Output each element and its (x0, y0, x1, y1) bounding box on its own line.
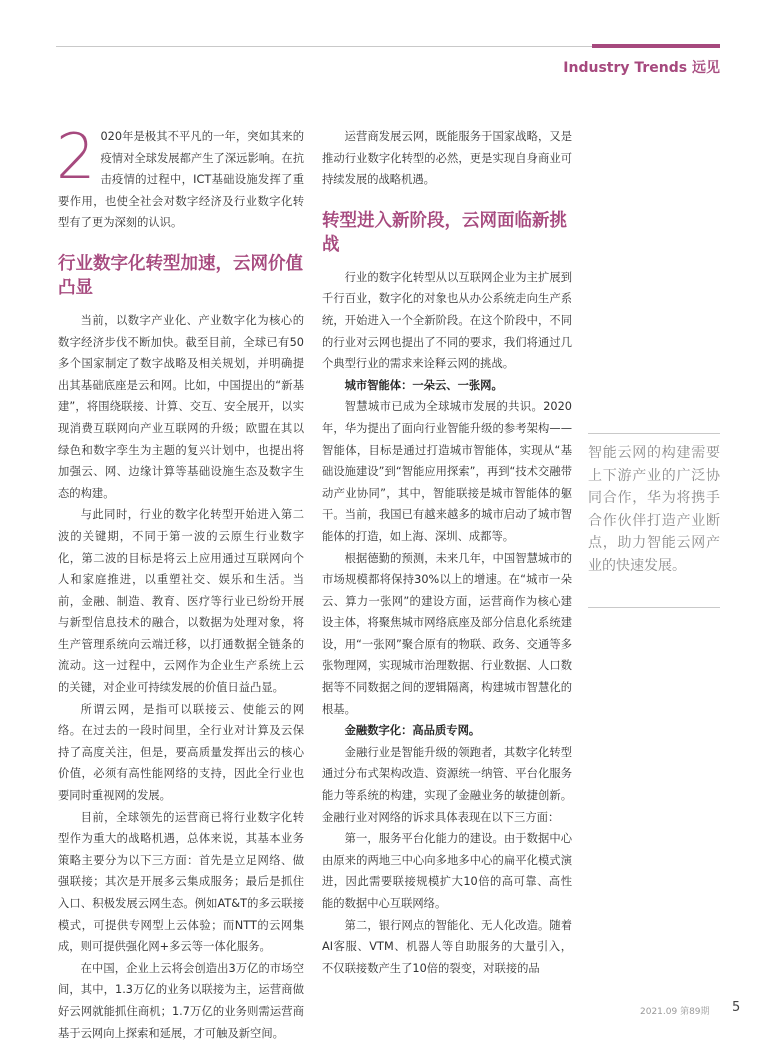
section-label: Industry Trends 远见 (563, 60, 720, 76)
body-paragraph: 与此同时，行业的数字化转型开始进入第二波的关键期，不同于第一波的云原生行业数字化，第二波的目标是将云上应用通过互联网向个人和家庭推进，以重塑社交、娱乐和生活。当前，金融、制造、教育、医疗等行业已纷纷开展与新型信息技术的融合，以数据为处理对象，将生产管理系统向云端迁移，以打通数据全链条的流动。这一过程中，云网作为企业生产系统上云的关键，对企业可持续发展的价值日益凸显。 (58, 508, 304, 695)
intro-text: 020年是极其不平凡的一年，突如其来的疫情对全球发展都产生了深远影响。在抗击疫情的过程中，ICT基础设施发挥了重要作用，也使全社会对数字经济及行业数字化转型有了更为深刻的认识。 (58, 130, 304, 230)
footer-issue: 2021.09 第89期 (640, 1007, 710, 1017)
header-accent-bar (592, 44, 720, 48)
body-paragraph: 在中国，企业上云将会创造出3万亿的市场空间，其中，1.3万亿的业务以联接为主，运营商做好云网就能抓住商机；1.7万亿的业务则需运营商基于云网向上探索和延展，才可触及新空间。 (58, 961, 304, 1040)
body-paragraph: 第二，银行网点的智能化、无人化改造。随着AI客服、VTM、机器人等自助服务的大量引入，不仅联接数产生了10倍的裂变，对联接的品 (322, 918, 572, 975)
pull-quote: 智能云网的构建需要上下游产业的广泛协同合作，华为将携手合作伙伴打造产业断点，助力智能云网产业的快速发展。 (588, 433, 720, 608)
body-paragraph: 金融行业是智能升级的领跑者，其数字化转型通过分布式架构改造、资源统一纳管、平台化服务能力等系统的构建，实现了金融业务的敏捷创新。金融行业对网络的诉求具体表现在以下三方面： (322, 745, 572, 824)
body-paragraph: 根据德勤的预测，未来几年，中国智慧城市的市场规模都将保持30%以上的增速。在“城市一朵云、算力一张网”的建设方面，运营商作为核心建设主体，将聚焦城市网络底座及部分信息化系统建设，用“一张网”聚合原有的物联、政务、交通等多张物理网，实现城市治理数据、行业数据、人口数据等不同数据之间的逻辑隔离，构建城市智慧化的根基。 (322, 551, 572, 716)
body-paragraph: 所谓云网，是指可以联接云、使能云的网络。在过去的一段时间里，全行业对计算及云保持了高度关注，但是，要高质量发挥出云的核心价值，必须有高性能网络的支持，因此全行业也要同时重视网的发展。 (58, 702, 304, 803)
heading-1: 行业数字化转型加速，云网价值凸显 (58, 253, 303, 298)
article-column-middle (322, 126, 572, 979)
page-number: 5 (732, 1000, 741, 1015)
body-paragraph: 行业的数字化转型从以互联网企业为主扩展到千行百业，数字化的对象也从办公系统走向生产系统，开始进入一个全新阶段。在这个阶段中，不同的行业对云网也提出了不同的要求，我们将通过几个典型行业的需求来诠释云网的挑战。 (322, 270, 572, 371)
heading-2: 转型进入新阶段，云网面临新挑战 (322, 210, 567, 255)
subheading-city: 城市智能体：一朵云、一张网。 (344, 378, 503, 392)
body-paragraph: 智慧城市已成为全球城市发展的共识。2020年，华为提出了面向行业智能升级的参考架构——智能体，目标是通过打造城市智能体，实现从“基础设施建设”到“智能应用探索”，再到“技术交融带动产业协同”，其中，智能联接是城市智能体的躯干。当前，我国已有越来越多的城市启动了城市智能体的打造，如上海、深圳、成都等。 (322, 400, 572, 543)
subheading-finance: 金融数字化：高品质专网。 (344, 724, 481, 738)
body-paragraph: 第一，服务平台化能力的建设。由于数据中心由原来的两地三中心向多地多中心的扁平化模式演进，因此需要联接规模扩大10倍的高可靠、高性能的数据中心互联网络。 (322, 832, 572, 910)
body-paragraph: 运营商发展云网，既能服务于国家战略，又是推动行业数字化转型的必然，更是实现自身商业可持续发展的战略机遇。 (322, 130, 572, 187)
body-paragraph: 当前，以数字产业化、产业数字化为核心的数字经济步伐不断加快。截至目前，全球已有50多个国家制定了数字战略及相关规划，并明确提出其基础底座是云和网。比如，中国提出的“新基建”，将围绕联接、计算、交互、安全展开，以实现消费互联网向产业互联网的升级；欧盟在其以绿色和数字孪生为主题的复兴计划中，也提出将加强云、网、边缘计算等基础设施生态及数字生态的构建。 (58, 313, 304, 500)
dropcap: 2 (56, 120, 96, 193)
intro-paragraph (56, 120, 304, 234)
body-paragraph: 目前，全球领先的运营商已将行业数字化转型作为重大的战略机遇，总体来说，其基本业务策略主要分为以下三方面：首先是立足网络、做强联接；其次是开展多云集成服务；最后是抓住入口、积极发展云网生态。例如AT&T的多云联接模式，可提供专网型上云体验；而NTT的云网集成，则可提供强化网+多云等一体化服务。 (58, 810, 304, 954)
article-column-left (56, 120, 304, 1044)
